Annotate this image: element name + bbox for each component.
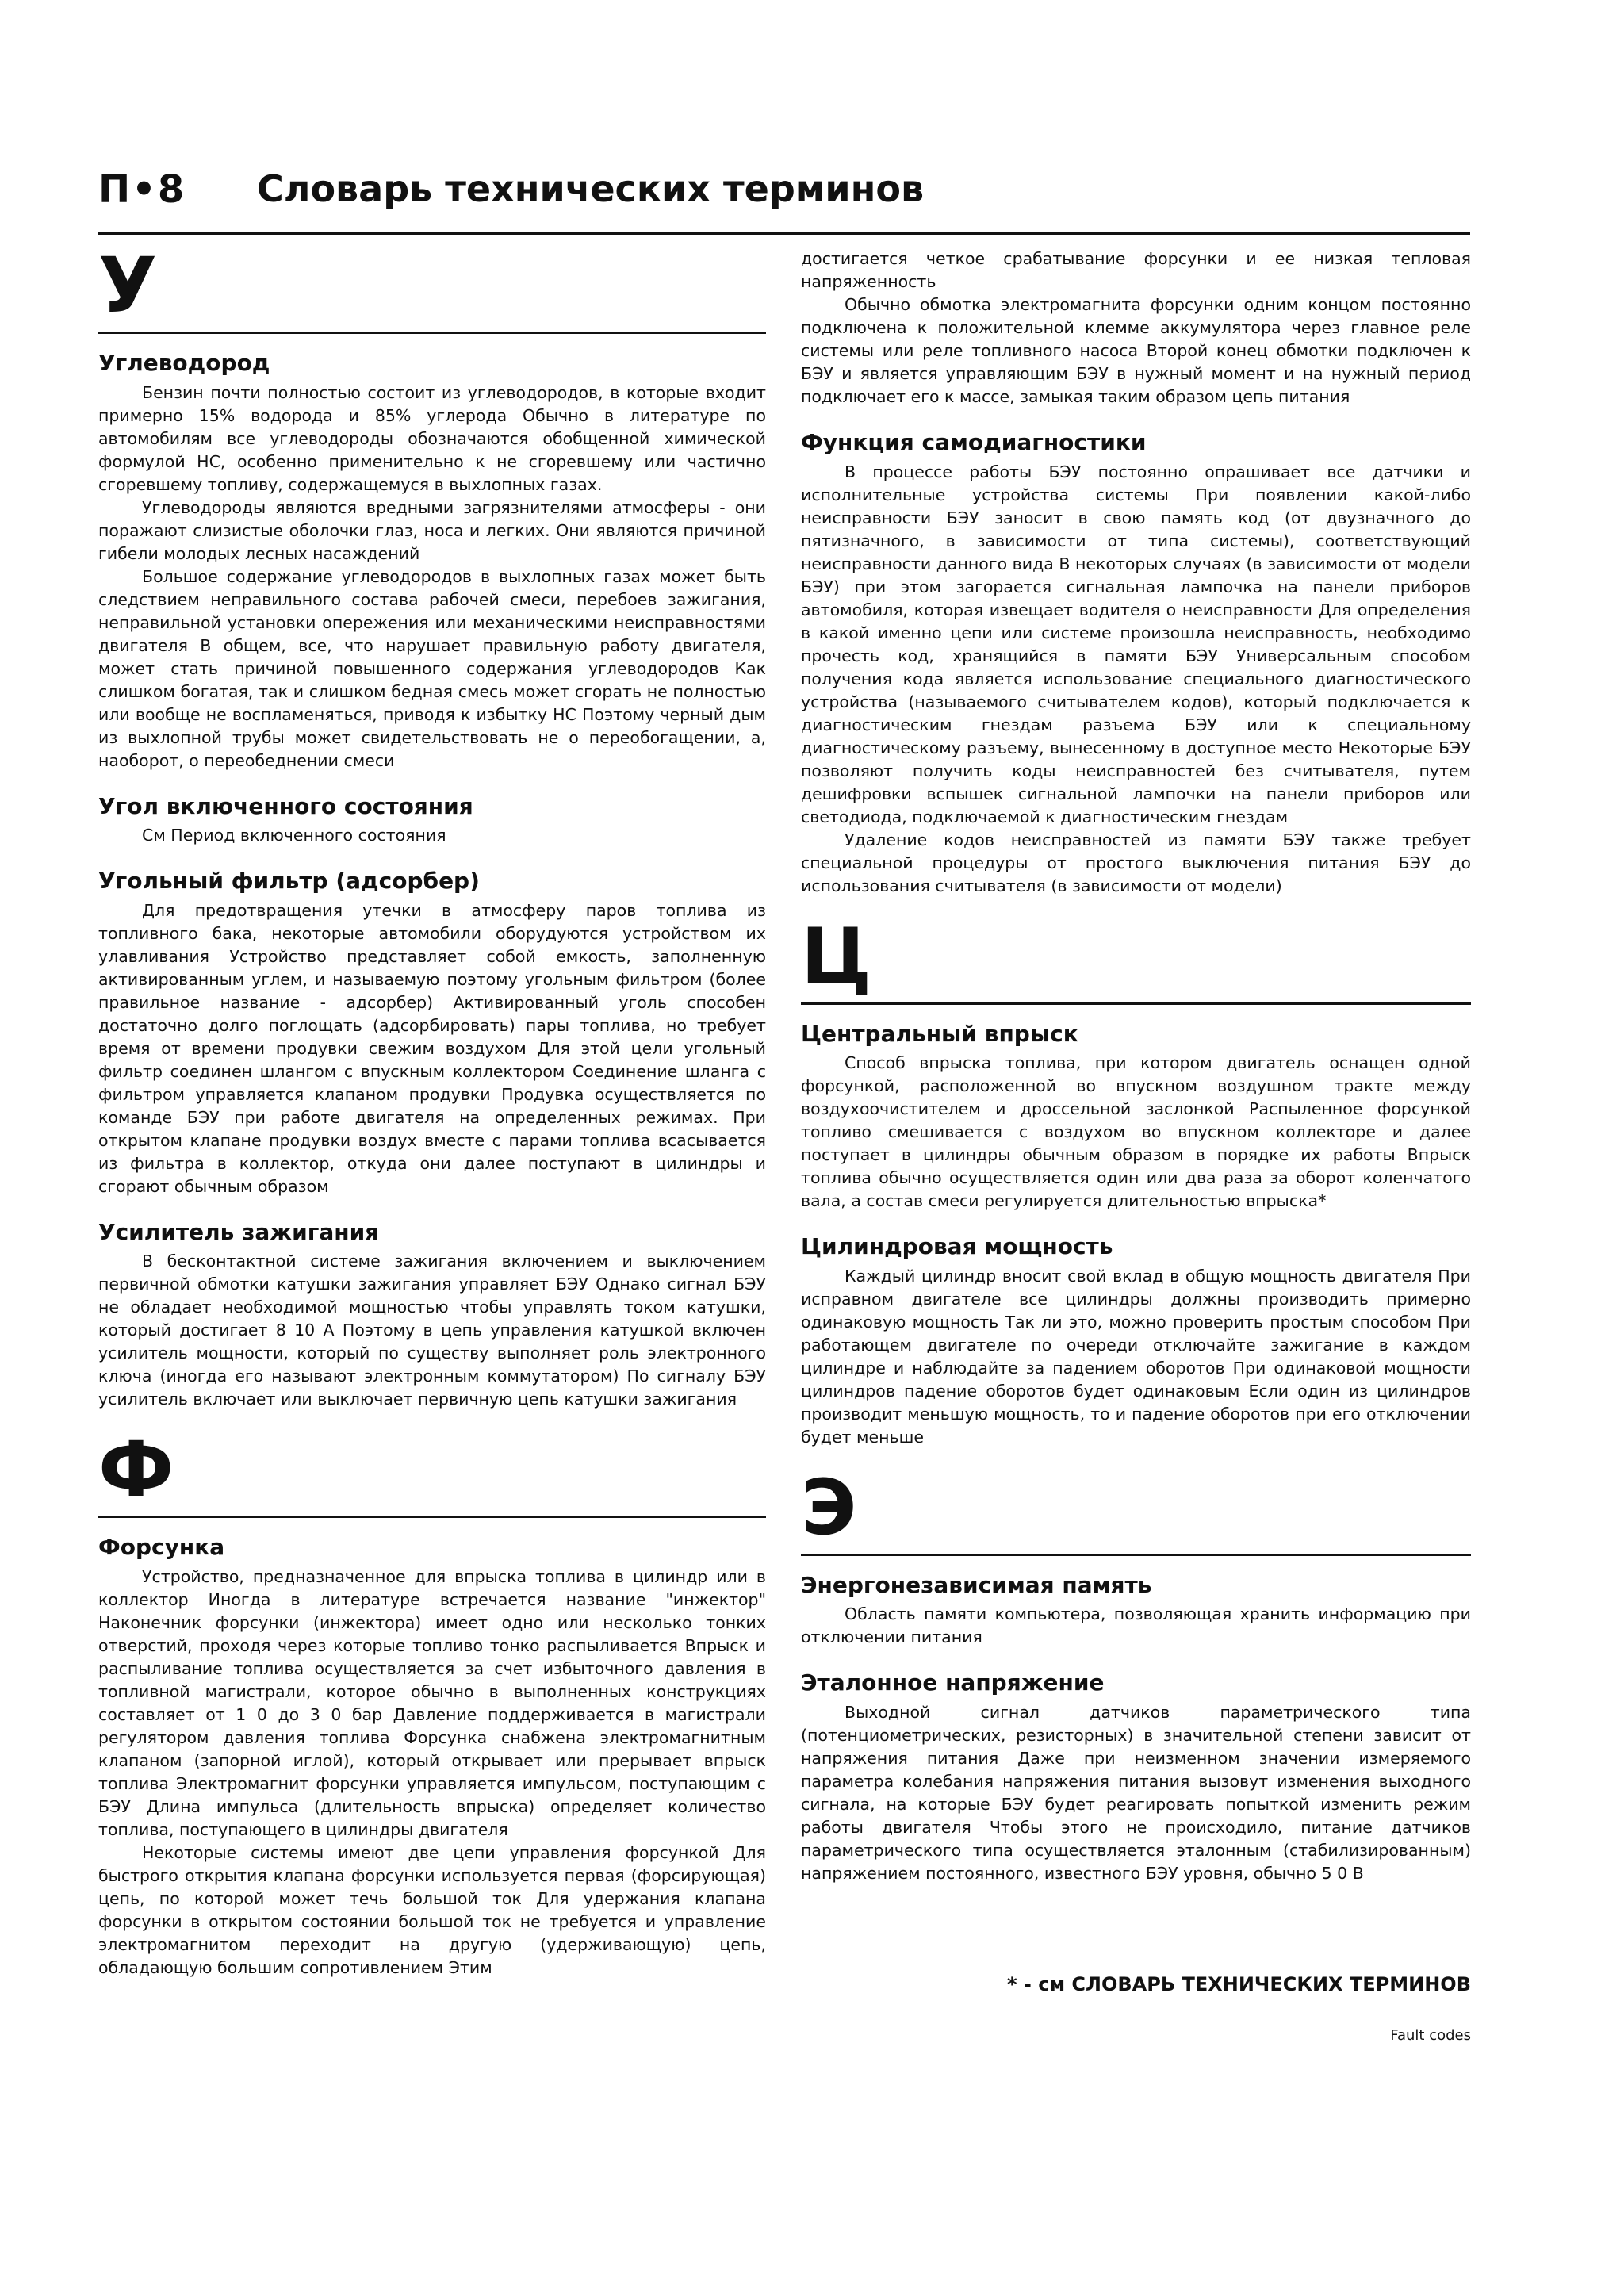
entry-paragraph: В бесконтактной системе зажигания включением и выключением первичной обмотки катушки зажигания управляет БЭУ Однако сигнал БЭУ не обладает необходимой мощностью чтобы управлять током катушки, который достигает 8 10 А Поэтому в цепь управления катушкой включен усилитель мощности, который по существу выполняет роль электронного ключа (иногда его называют электронным коммутатором) По сигналу БЭУ усилитель включает или выключает первичную цепь катушки зажигания [98, 1251, 766, 1409]
entry-tsentralnyy-vprysk [801, 1021, 1471, 1213]
page-header [98, 163, 1470, 239]
section-letter: Ф [98, 1425, 174, 1515]
entry-title: Углеводород [98, 350, 270, 376]
section-letter: Э [801, 1462, 857, 1552]
section-divider [801, 1554, 1471, 1556]
entry-paragraph: Бензин почти полностью состоит из углеводородов, в которые входит примерно 15% водорода и 85% углерода Обычно в литературе по автомобилям все углеводороды обозначаются обобщенной химической формулой НС, особенно применительно к не сгоревшему или частично сгоревшему топливу, содержащемуся в выхлопных газах. [98, 382, 766, 494]
entry-paragraph: Устройство, предназначенное для впрыска топлива в цилиндр или в коллектор Иногда в литературе встречается название "инжектор" Наконечник форсунки (инжектора) имеет одно или несколько тонких отверстий, проходя через которые топливо тонко распыливается Впрыск и распыливание топлива осуществляется за счет избыточного давления в топливной магистрали, которое обычно в выполненных конструкциях составляет от 1 0 до 3 0 бар Давление поддерживается в магистрали регулятором давления топлива Форсунка снабжена электромагнитным клапаном (запорной иглой), который открывает или прерывает впрыск топлива Электромагнит форсунки управляется импульсом, поступающим с БЭУ Длина импульса (длительность впрыска) определяет количество топлива, поступающего в цилиндры двигателя [98, 1566, 766, 1839]
section-letter-f [98, 1425, 766, 1518]
entry-ugol-vklyuchennogo [98, 793, 766, 848]
entry-paragraph: Некоторые системы имеют две цепи управления форсункой Для быстрого открытия клапана форсунки используется первая (форсирующая) цепь, по которой может течь большой ток Для удержания клапана форсунки в открытом состоянии большой ток не требуется и управление электромагнитом переходит на другую (удерживающую) цепь, обладающую большим сопротивлением Этим [98, 1842, 766, 1977]
entry-title: Функция самодиагностики [801, 429, 1147, 455]
section-divider [98, 1516, 766, 1518]
footnote: * - см СЛОВАРЬ ТЕХНИЧЕСКИХ ТЕРМИНОВ [1007, 1973, 1471, 1995]
entry-samodiagnostika [801, 429, 1471, 898]
page-number: П•8 [98, 167, 186, 212]
entry-paragraph: Большое содержание углеводородов в выхлопных газах может быть следствием неправильного состава рабочей смеси, перебоев зажигания, неправильной установки опережения или механическими неисправностями двигателя В общем, все, что нарушает правильную работу двигателя, может стать причиной повышенного содержания углеводородов Как слишком богатая, так и слишком бедная смесь может сгорать не полностью или вообще не воспламеняться, приводя к избытку НС Поэтому черный дым из выхлопной трубы может свидетельствовать не о переобогащении, а, наоборот, о переобеднении смеси [98, 566, 766, 770]
entry-paragraph: Область памяти компьютера, позволяющая хранить информацию при отключении питания [801, 1604, 1471, 1647]
entry-title: Угол включенного состояния [98, 792, 473, 819]
header-divider [98, 232, 1470, 235]
entry-forsunka [98, 1534, 766, 1980]
entry-title: Цилиндровая мощность [801, 1233, 1113, 1260]
entry-paragraph: См Период включенного состояния [142, 826, 446, 845]
entry-paragraph: Для предотвращения утечки в атмосферу паров топлива из топливного бака, некоторые автомобили оборудуются устройством их улавливания Устройство представляет собой емкость, заполненную активированным углем, и называемую поэтому угольным фильтром (более правильное название - адсорбер) Активированный уголь способен достаточно долго поглощать (адсорбировать) пары топлива, но требует время от времени продувки свежим воздухом Для этой цели угольный фильтр соединен шлангом с впускным коллектором Соединение шланга с фильтром управляется клапаном продувки Продувка осуществляется по команде БЭУ при работе двигателя на определенных режимах. При открытом клапане продувки воздух вместе с парами топлива всасывается из фильтра в коллектор, откуда они далее поступают в цилиндры и сгорают обычным образом [98, 900, 766, 1196]
page-code: Fault codes [1390, 2027, 1471, 2044]
entry-title: Форсунка [98, 1534, 225, 1561]
entry-paragraph: Выходной сигнал датчиков параметрического типа (потенциометрических, резисторных) в значительной степени зависит от напряжения питания Даже при неизменном значении измеряемого параметра колебания напряжения питания вызовут изменения выходного сигнала, на которые БЭУ будет реагировать попыткой изменить режим работы двигателя Чтобы этого не происходило, питание датчиков параметрического типа осуществляется эталонным (стабилизированным) напряжением постоянного, известного БЭУ уровня, обычно 5 0 В [801, 1702, 1471, 1883]
section-divider [98, 332, 766, 334]
entry-paragraph: достигается четкое срабатывание форсунки и ее низкая тепловая напряженность [801, 249, 1471, 291]
section-letter-u [98, 241, 766, 334]
entry-paragraph: Углеводороды являются вредными загрязнителями атмосферы - они поражают слизистые оболочки глаз, носа и легких. Они являются причиной гибели молодых лесных насаждений [98, 497, 766, 563]
entry-paragraph: Обычно обмотка электромагнита форсунки одним концом постоянно подключена к положительной клемме аккумулятора через главное реле системы или реле топливного насоса Второй конец обмотки подключен к БЭУ и является управляющим БЭУ в нужный момент и на нужный период подключает его к массе, замыкая таким образом цепь питания [801, 295, 1471, 406]
right-column [801, 247, 1471, 1906]
entry-title: Усилитель зажигания [98, 1218, 380, 1245]
entry-etalonnoe-napryazhenie [801, 1669, 1471, 1885]
page-title: Словарь технических терминов [257, 167, 925, 210]
section-letter-e [801, 1462, 1471, 1556]
entry-paragraph: Удаление кодов неисправностей из памяти БЭУ также требует специальной процедуры от простого выключения питания БЭУ до использования считывателя (в зависимости от модели) [801, 830, 1471, 895]
entry-usilitel-zazhiganiya [98, 1219, 766, 1412]
entry-paragraph: В процессе работы БЭУ постоянно опрашивает все датчики и исполнительные устройства системы При появлении какой-либо неисправности БЭУ заносит в свою память код (от двузначного до пятизначного, в зависимости от типа системы), соответствующий неисправности данного вида В некоторых случаях (в зависимости от модели БЭУ) при этом загорается сигнальная лампочка на панели приборов автомобиля, которая извещает водителя о неисправности Для определения в какой именно цепи или системе произошла неисправность, необходимо прочесть код, хранящийся в памяти БЭУ Универсальным способом получения кода является использование специального диагностического устройства (называемого считывателем кодов), который подключается к диагностическим гнездам разъема БЭУ или к специальному диагностическому разъему, вынесенному в доступное место Некоторые БЭУ позволяют получить коды неисправностей без считывателя, путем дешифровки вспышек сигнальной лампочки на панели приборов или светодиода, подключаемой к диагностическим гнездам [801, 462, 1471, 826]
entry-energonezavisimaya-pamyat [801, 1572, 1471, 1650]
entry-title: Центральный впрыск [801, 1020, 1078, 1047]
entry-forsunka-continued [801, 247, 1471, 408]
entry-title: Энергонезависимая память [801, 1571, 1152, 1598]
entry-paragraph: Способ впрыска топлива, при котором двигатель оснащен одной форсункой, расположенной во впускном воздушном тракте между воздухоочистителем и дроссельной заслонкой Распыленное форсункой топливо смешивается с воздухом во впускном коллекторе и далее поступает в цилиндры обычным образом в порядке их работы Впрыск топлива обычно осуществляется один или два раза за оборот коленчатого вала, а состав смеси регулируется длительностью впрыска* [801, 1053, 1471, 1211]
left-column [98, 241, 766, 2000]
section-divider [801, 1002, 1471, 1005]
entry-uglevodorod [98, 350, 766, 772]
entry-paragraph: Каждый цилиндр вносит свой вклад в общую мощность двигателя При исправном двигателе все цилиндры должны производить примерно одинаковую мощность Так ли это, можно проверить простым способом При работающем двигателе по очереди отключайте зажигание в каждом цилиндре и наблюдайте за падением оборотов При одинаковой мощности цилиндров падение оборотов будет одинаковым Если один из цилиндров производит меньшую мощность, то и падение оборотов при его отключении будет меньше [801, 1266, 1471, 1447]
entry-title: Угольный фильтр (адсорбер) [98, 868, 480, 895]
entry-tsilindrovaya-moshchnost [801, 1233, 1471, 1449]
section-letter: Ц [801, 911, 872, 1001]
section-letter: У [98, 241, 158, 330]
section-letter-ts [801, 911, 1471, 1005]
entry-title: Эталонное напряжение [801, 1669, 1105, 1696]
entry-ugolnyy-filtr [98, 868, 766, 1198]
